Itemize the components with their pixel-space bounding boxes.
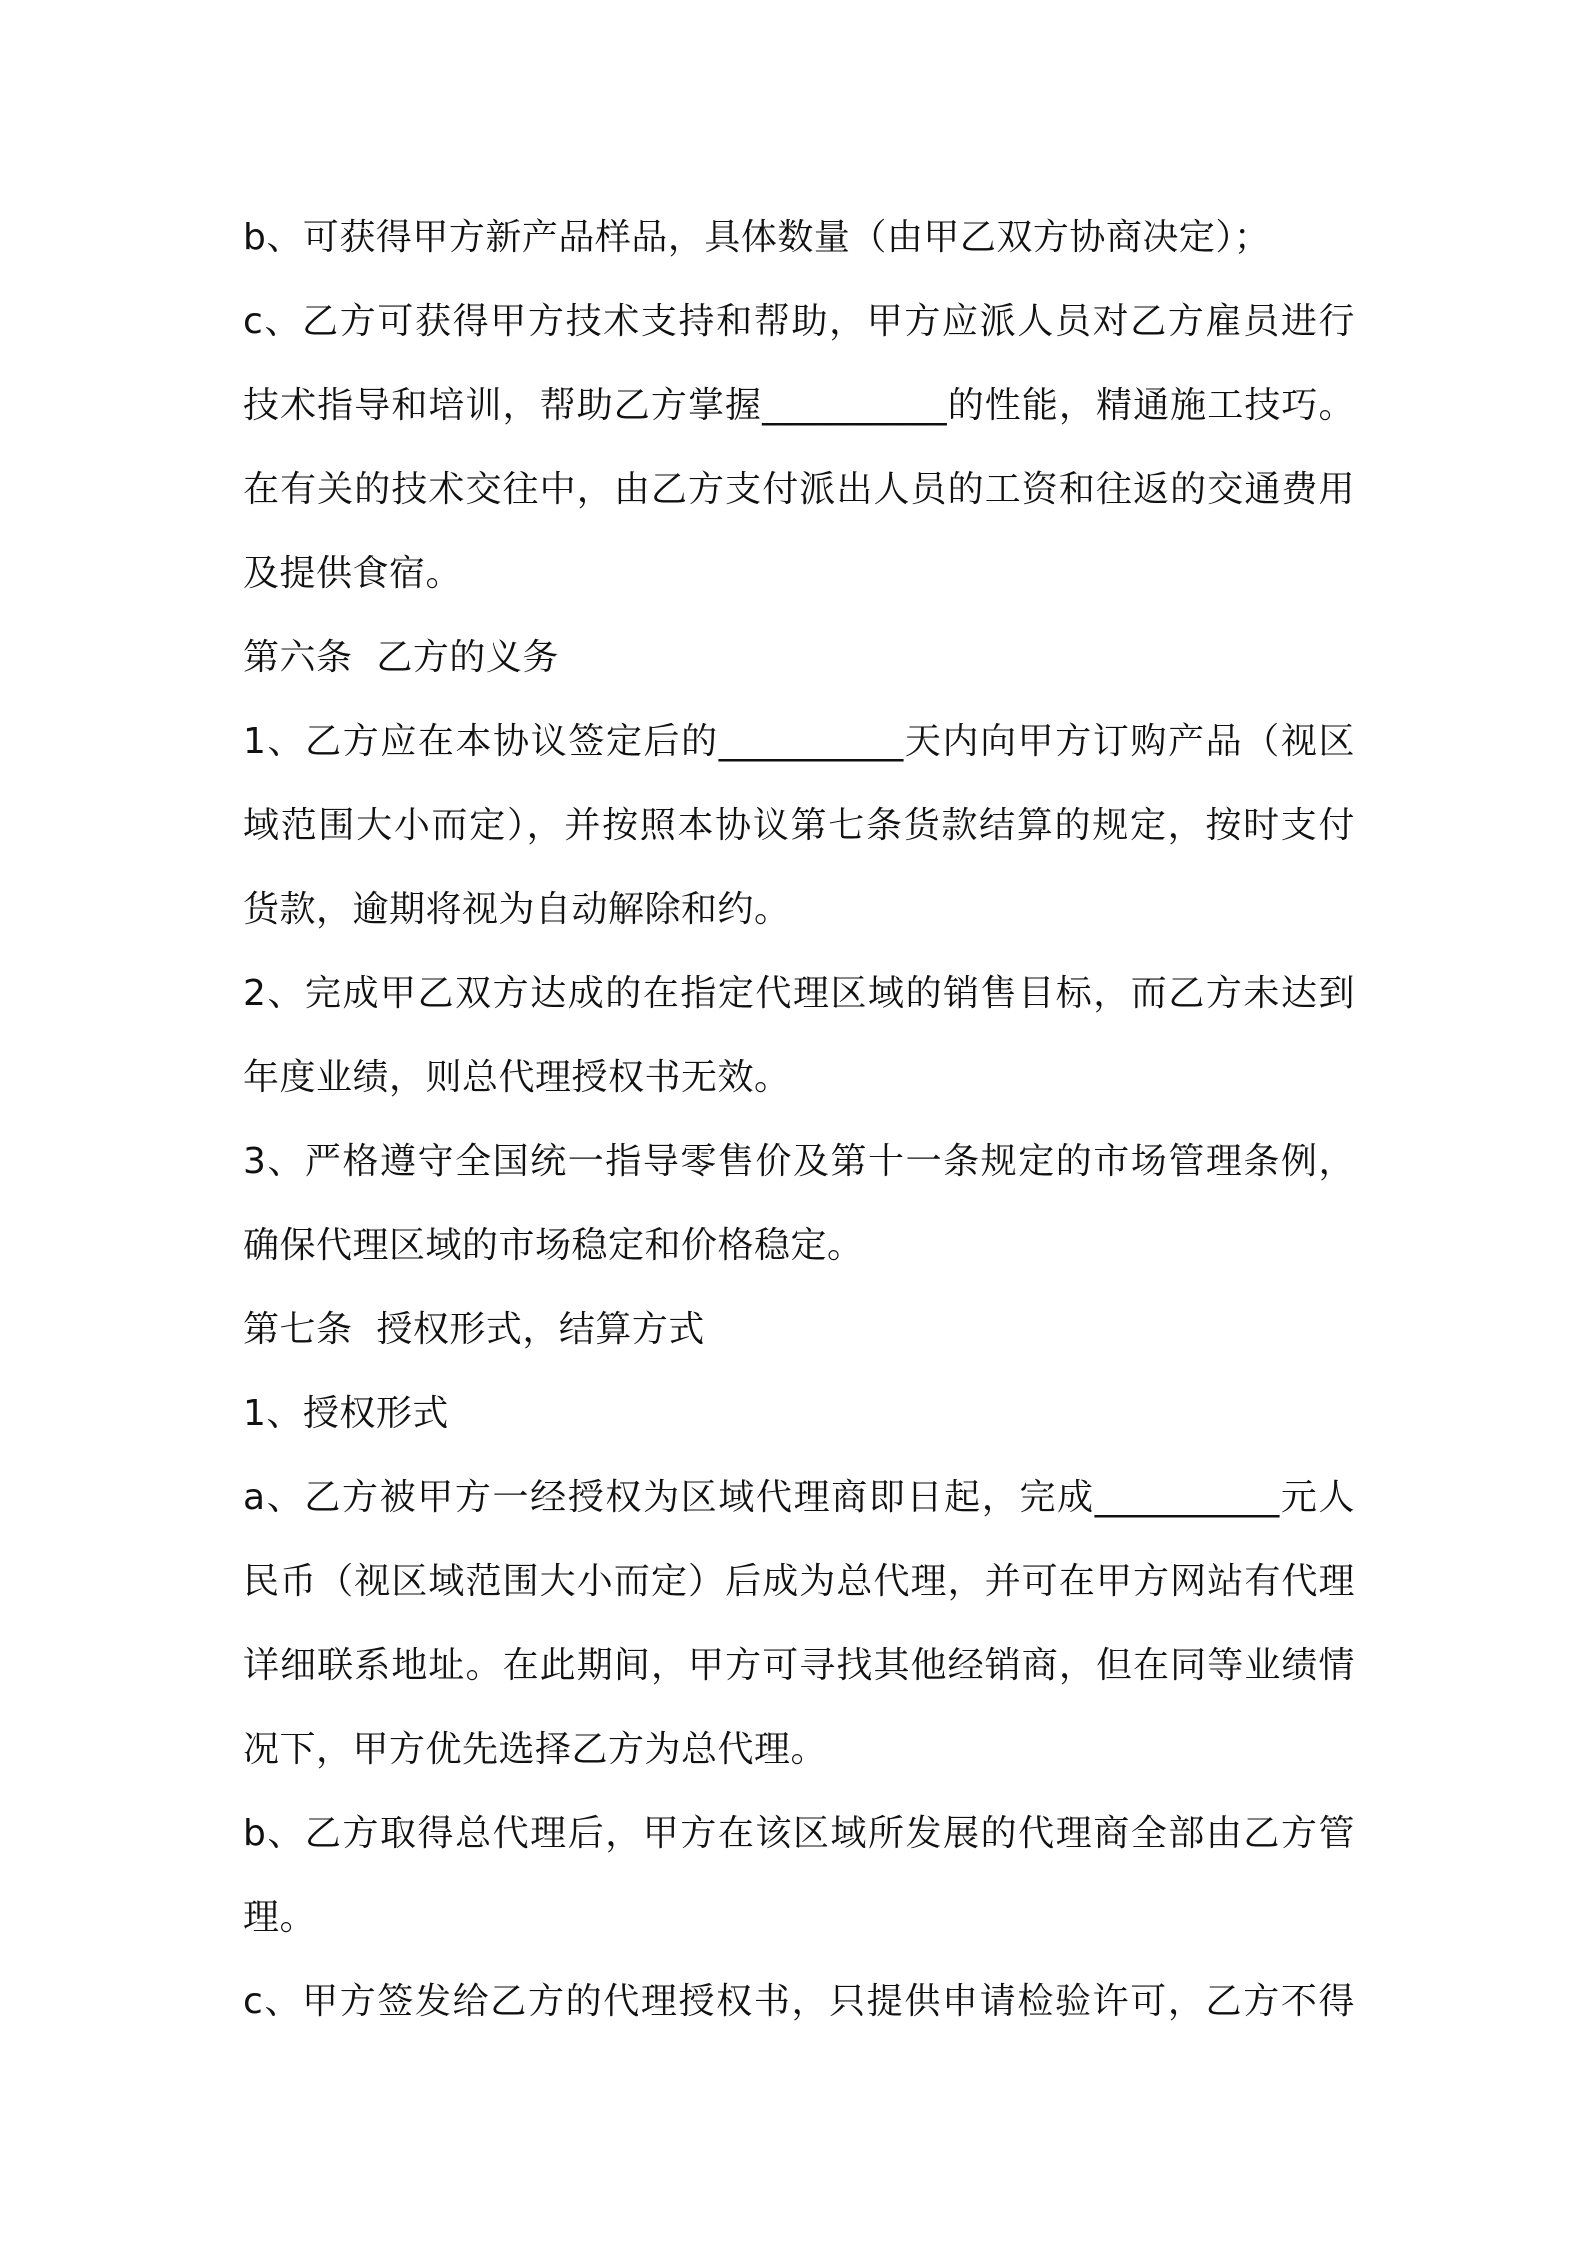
text-line: 年度业绩，则总代理授权书无效。 [243, 1057, 791, 1098]
document-body [243, 196, 1355, 2044]
section-heading: 第七条 授权形式，结算方式 [243, 1309, 705, 1350]
text-line: 域范围大小而定），并按照本协议第七条货款结算的规定，按时支付 [243, 805, 1355, 846]
text-line: 理。 [243, 1897, 317, 1938]
text-line: 1、乙方应在本协议签定后的__________天内向甲方订购产品（视区 [243, 721, 1355, 762]
text-line: 在有关的技术交往中，由乙方支付派出人员的工资和往返的交通费用 [243, 469, 1355, 510]
text-line: 况下，甲方优先选择乙方为总代理。 [243, 1729, 828, 1770]
section-heading: 第六条 乙方的义务 [243, 637, 559, 678]
text-line: 1、授权形式 [243, 1393, 449, 1434]
text-line: 3、严格遵守全国统一指导零售价及第十一条规定的市场管理条例， [243, 1141, 1355, 1182]
text-line: 2、完成甲乙双方达成的在指定代理区域的销售目标，而乙方未达到 [243, 973, 1355, 1014]
text-line: c、乙方可获得甲方技术支持和帮助，甲方应派人员对乙方雇员进行 [243, 301, 1355, 342]
text-line: a、乙方被甲方一经授权为区域代理商即日起，完成__________元人 [243, 1477, 1355, 1518]
text-line: 确保代理区域的市场稳定和价格稳定。 [243, 1225, 864, 1266]
text-line: 民币（视区域范围大小而定）后成为总代理，并可在甲方网站有代理 [243, 1561, 1355, 1602]
text-line: b、乙方取得总代理后，甲方在该区域所发展的代理商全部由乙方管 [243, 1813, 1355, 1854]
text-line: 技术指导和培训，帮助乙方掌握__________的性能，精通施工技巧。 [243, 385, 1355, 426]
text-line: c、甲方签发给乙方的代理授权书，只提供申请检验许可，乙方不得 [243, 1981, 1355, 2022]
text-line: 货款，逾期将视为自动解除和约。 [243, 889, 791, 930]
text-line: 详细联系地址。在此期间，甲方可寻找其他经销商，但在同等业绩情 [243, 1645, 1355, 1686]
text-line: 及提供食宿。 [243, 553, 463, 594]
text-line: b、可获得甲方新产品样品，具体数量（由甲乙双方协商决定）； [243, 217, 1271, 258]
